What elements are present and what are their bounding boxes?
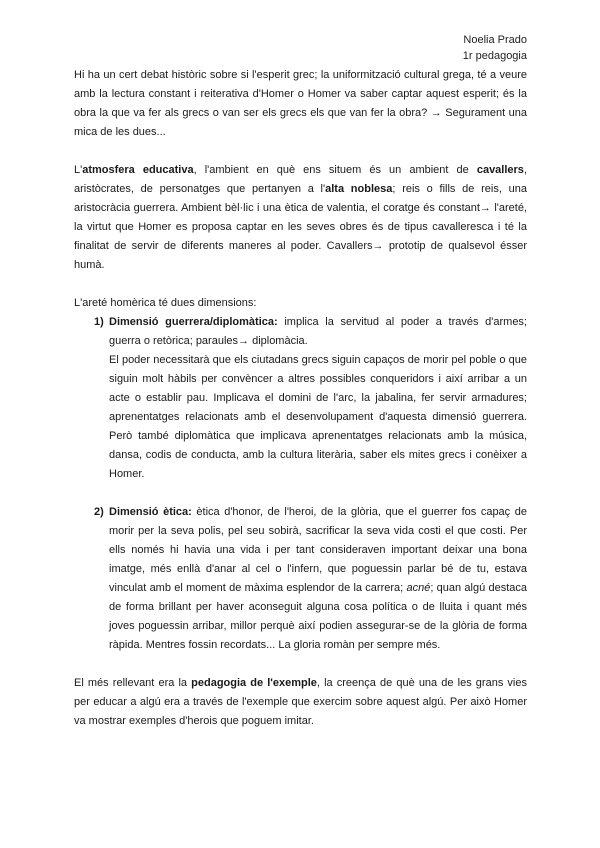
- bold-text: atmosfera educativa: [82, 164, 194, 176]
- list-number-2: 2): [94, 506, 104, 518]
- bold-text: cavallers: [476, 164, 524, 176]
- text-run: implica la servitud al poder a través d'armes; guerra o retòrica; paraules→ diplomàcia.: [109, 316, 527, 347]
- bold-text: alta noblesa: [325, 183, 393, 195]
- list-item-1-detail: [109, 351, 527, 484]
- final-paragraph: [74, 674, 527, 731]
- text-run: L'areté homèrica té dues dimensions:: [74, 297, 257, 309]
- arete-paragraph: [74, 294, 527, 313]
- intro-paragraph: [74, 66, 527, 142]
- text-run: , la creença de què una de les grans vies per educar a algú era a través de l'exemple que exercim sobre aquest algú. Per això Homer va mostrar exemples d'herois que poguem imitar.: [74, 677, 527, 727]
- list-item-1: [109, 313, 527, 351]
- list-item-2-block: [74, 503, 527, 655]
- list-number-1: 1): [94, 316, 104, 328]
- text-run: L': [74, 164, 83, 176]
- atmosfera-paragraph: [74, 161, 527, 275]
- bold-text: Dimensió ètica:: [109, 506, 192, 518]
- list-item-1-block: [74, 313, 527, 484]
- text-run: ; quan algú destaca de forma brillant per haver aconseguit alguna cosa política o de lluita i quant més joves poguessin arribar, millor perquè així podien assegurar-se de la glòria de forma ràpida. Mentres fossin recordats... La gloria romàn per sempre més.: [109, 582, 527, 651]
- text-run: ; reis o fills de reis, una aristocràcia guerrera. Ambient bèl·lic i una ètica de valentia, el coratge és constant→ l'areté, la virtut que Homer es proposa captar en les seves obres és de tipus cavalleresca i té la finalitat de servir de diferents maneres al poder. Cavallers→ prototip de qualsevol ésser humà.: [74, 183, 528, 271]
- author-name: Noelia Prado: [463, 34, 527, 46]
- text-run: Hi ha un cert debat històric sobre si l'esperit grec; la uniformització cultural grega, té a veure amb la lectura constant i reiterativa d'Homer o Homer va saber captar aquest esperit; és la obra la que va fer als grecs o van ser els grecs els que van fer la obra? → Segurament una mica de les dues...: [74, 69, 527, 138]
- italic-text: acné: [406, 582, 431, 594]
- text-run: El més rellevant era la: [74, 677, 192, 689]
- bold-text: pedagogia de l'exemple: [191, 677, 317, 689]
- text-run: El poder necessitarà que els ciutadans grecs siguin capaços de morir pel poble o que siguin molt hàbils per convèncer a altres possibles conqueridors i així arribar a un acte o establir pau. Implicava el domini de l'arc, la jabalina, fer servir armadures; aprenentatges relacionats amb el desenvolupament d'aquesta dimensió guerrera. Però també diplomàtica que implicava aprenentatges relacionats amb la música, dansa, codis de conducta, amb la cultura literària, saber els mites grecs i conèixer a Homer.: [109, 354, 527, 480]
- text-run: ètica d'honor, de l'heroi, de la glòria, que el guerrer fos capaç de morir per la seva polis, pel seu sobirà, sacrificar la seva vida costi el que costi. Per ells només hi havia una vida i per tant consideraven important deixar una bona imatge, més enllà d'anar al cel o l'infern, que poguessin parlar bé de tu, estava vinculat amb el moment de màxima esplendor de la carrera;: [109, 506, 527, 594]
- course-label: 1r pedagogia: [462, 50, 527, 62]
- list-item-2: [109, 503, 527, 655]
- bold-text: Dimensió guerrera/diplomàtica:: [109, 316, 278, 328]
- text-run: , aristòcrates, de personatges que pertanyen a l': [74, 164, 527, 195]
- text-run: , l'ambient en què ens situem és un ambient de: [193, 164, 477, 176]
